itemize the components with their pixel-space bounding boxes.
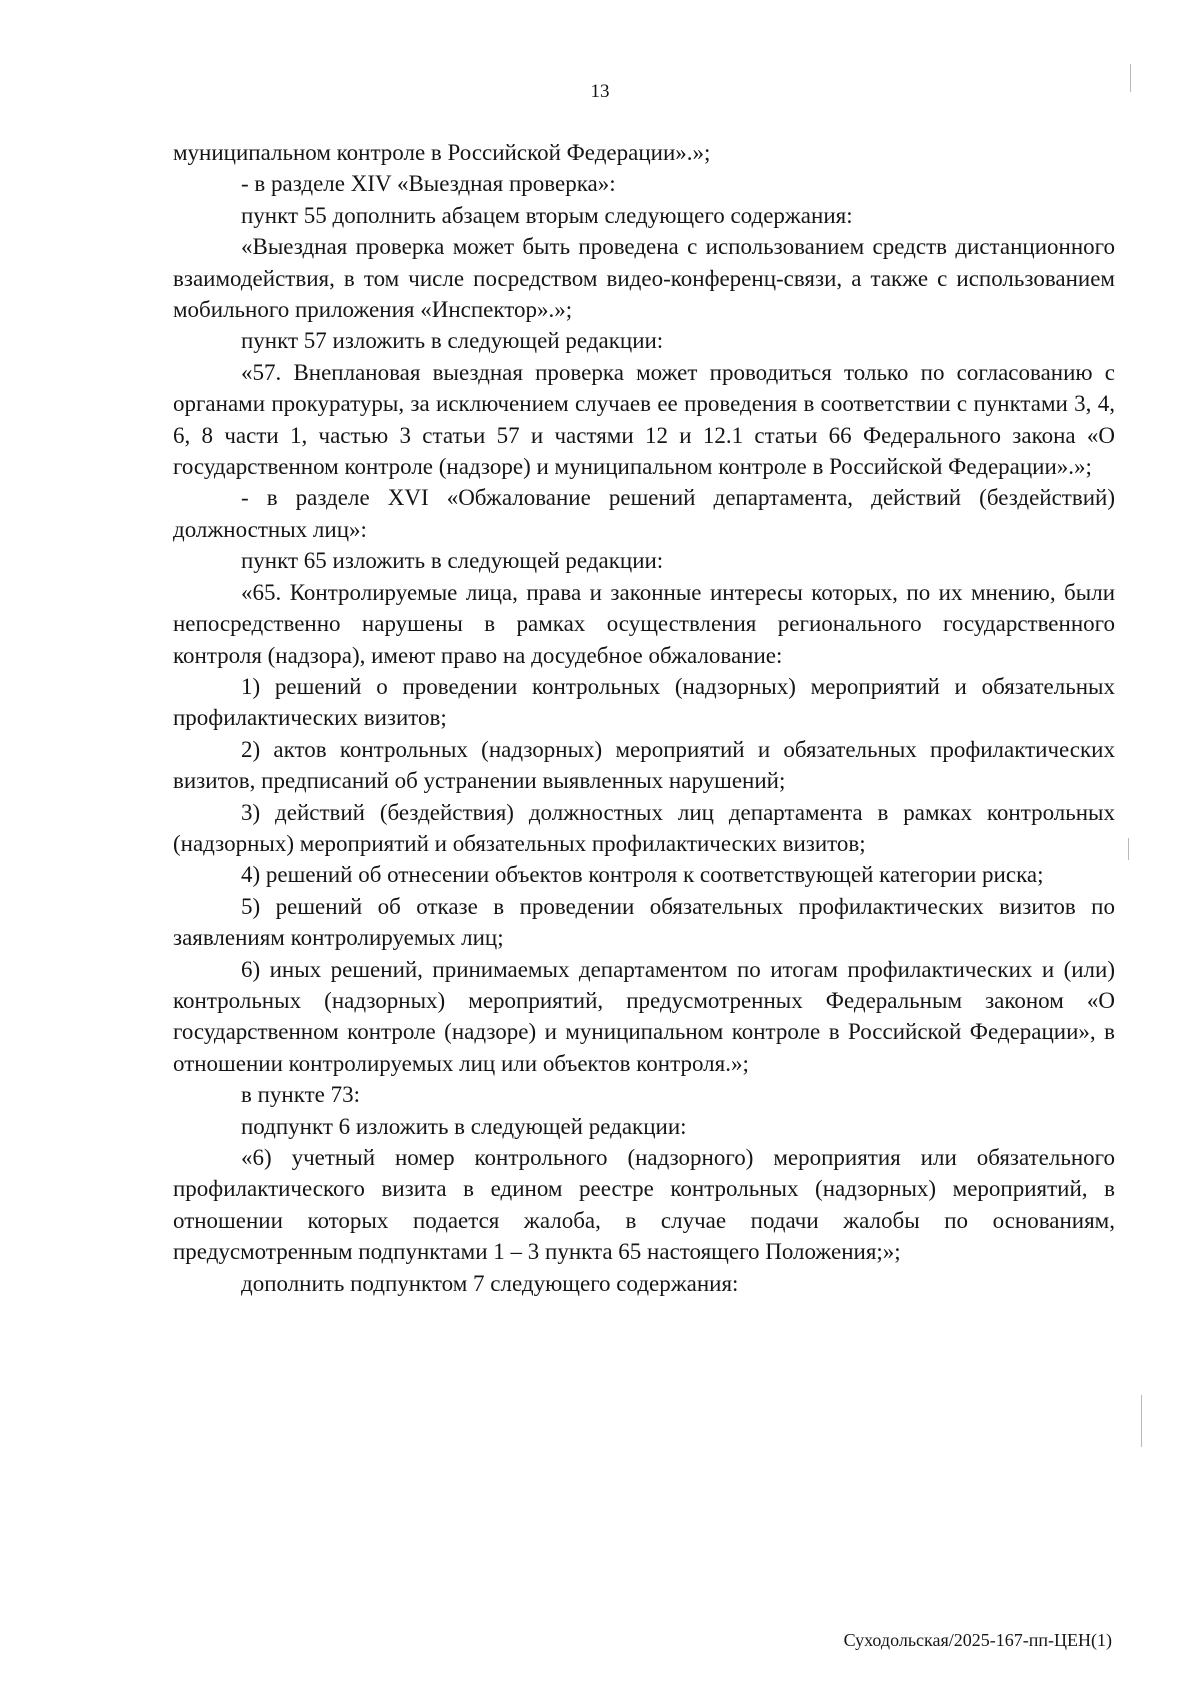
list-item: 1) решений о проведении контрольных (надзорных) мероприятий и обязательных профилактических визитов; [173,673,1115,731]
scan-mark [1141,1395,1142,1447]
paragraph: пункт 55 дополнить абзацем вторым следующего содержания: [241,202,853,228]
paragraph: в пункте 73: [241,1082,360,1108]
list-item: 6) иных решений, принимаемых департаментом по итогам профилактических и (или) контрольных (надзорных) мероприятий, предусмотренных Федеральным законом «О государственном контроле (надзоре) и муниципальном контроле в Российской Федерации», в отношении контролируемых лиц или объектов контроля.»; [173,956,1115,1076]
paragraph: - в разделе XIV «Выездная проверка»: [241,171,616,197]
paragraph: «6) учетный номер контрольного (надзорного) мероприятия или обязательного профилактического визита в едином реестре контрольных (надзорных) мероприятий, в отношении которых подается жалоба, в случае подачи жалобы по основаниям, предусмотренным подпунктами 1 – 3 пункта 65 настоящего Положения;»; [173,1145,1115,1265]
paragraph: пункт 57 изложить в следующей редакции: [241,328,664,354]
list-item: 2) актов контрольных (надзорных) мероприятий и обязательных профилактических визитов, предписаний об устранении выявленных нарушений; [173,736,1115,794]
paragraph: - в разделе XVI «Обжалование решений департамента, действий (бездействий) должностных лиц»: [173,485,1115,542]
paragraph: «Выездная проверка может быть проведена с использованием средств дистанционного взаимодействия, в том числе посредством видео-конференц-связи, а также с использованием мобильного приложения «Инспектор».»; [173,234,1115,323]
paragraph: дополнить подпунктом 7 следующего содержания: [241,1270,739,1296]
paragraph: «65. Контролируемые лица, права и законные интересы которых, по их мнению, были непосредственно нарушены в рамках осуществления регионального государственного контроля (надзора), имеют право на досудебное обжалование: [173,579,1115,668]
paragraph: подпункт 6 изложить в следующей редакции: [241,1113,687,1139]
page-number: 13 [590,81,610,102]
document-footer-code: Суходольская/2025-167-пп-ЦЕН(1) [843,1630,1112,1650]
list-item: 4) решений об отнесении объектов контроля к соответствующей категории риска; [241,862,1044,888]
paragraph: муниципальном контроле в Российской Федерации».»; [173,140,711,165]
page-body [173,137,1115,1299]
scan-mark [1130,64,1131,92]
scan-mark [1128,838,1129,860]
paragraph: пункт 65 изложить в следующей редакции: [241,548,664,574]
paragraph: «57. Внеплановая выездная проверка может проводиться только по согласованию с органами прокуратуры, за исключением случаев ее проведения в соответствии с пунктами 3, 4, 6, 8 части 1, частью 3 статьи 57 и частями 12 и 12.1 статьи 66 Федерального закона «О государственном контроле (надзоре) и муниципальном контроле в Российской Федерации».»; [173,359,1115,480]
list-item: 5) решений об отказе в проведении обязательных профилактических визитов по заявлениям контролируемых лиц; [173,893,1115,951]
list-item: 3) действий (бездействия) должностных лиц департамента в рамках контрольных (надзорных) мероприятий и обязательных профилактических визитов; [173,799,1115,856]
